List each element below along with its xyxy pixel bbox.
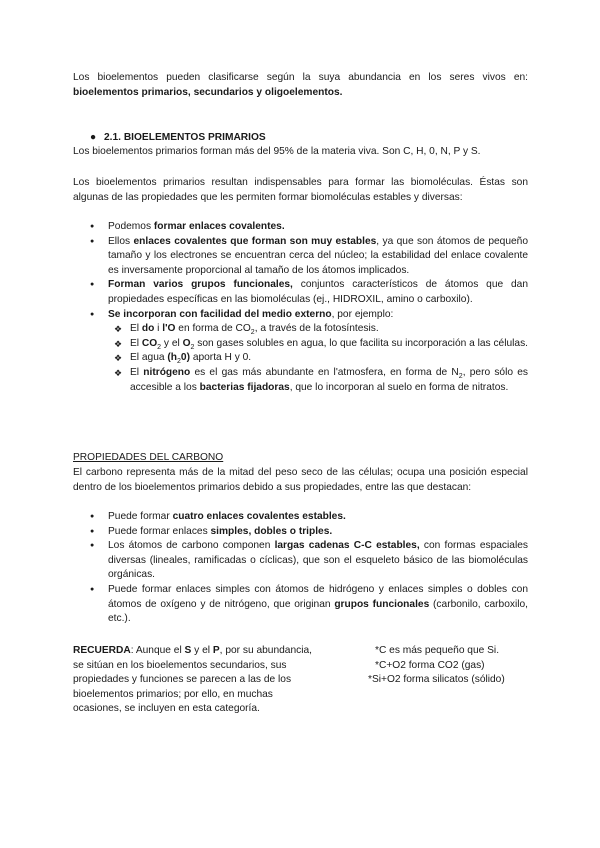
list-item: ● Ellos enlaces covalentes que forman son muy estables, ya que son átomos de pequeño tamaño y los electrones se encuentran cerca del núcleo; la estabilidad del enlace covalente es inversamente proporcional al tamaño de los átomos implicados. <box>73 235 528 279</box>
intro-bold: bioelementos primarios, secundarios y oligoelementos. <box>73 86 343 98</box>
list-item: ❖ El agua $(h_20)$ aporta H y 0. <box>108 351 528 366</box>
list-item: ● Podemos formar enlaces covalentes. <box>73 220 528 235</box>
note-line: *C+O2 forma CO2 (gas) <box>375 659 485 671</box>
list-item: ● Los átomos de carbono componen largas cadenas C-C estables, con formas espaciales diversas (lineales, ramificadas o cíclicas), que son el esqueleto básico de las biomoléculas orgánicas. <box>73 539 528 583</box>
carbono-properties-list <box>73 510 528 627</box>
list-item: ● Puede formar enlaces simples, dobles o triples. <box>73 525 528 540</box>
incorporation-examples-list <box>108 322 528 395</box>
primarios-paragraph-1: Los bioelementos primarios forman más del 95% de la materia viva. Son C, H, 0, N, P y S. <box>73 146 481 157</box>
carbono-paragraph: El carbono representa más de la mitad del peso seco de las células; ocupa una posición especial dentro de los bioelementos primarios debido a sus propiedades, entre las que destacan: <box>73 467 528 493</box>
note-line: *Si+O2 forma silicatos (sólido) <box>368 674 505 686</box>
list-item: ● Se incorporan con facilidad del medio externo, por ejemplo: ❖ El do i l'O en forma de $CO_2$, a través de la fotosíntesis. ❖ El $CO_2$ y el $O_2$ son gases solubles en agua, lo que facilita su incorporación a las células. ❖ El agua $(h_20)$ aporta H y 0. ❖ El nitrógeno es el gas más abundante en l'atmosfera, en forma de $N_2$, pero sólo es accesible a los bacterias fijadoras, que lo incorporan al suelo en forma de nitratos. <box>73 308 528 396</box>
list-item: ❖ El $CO_2$ y el $O_2$ son gases solubles en agua, lo que facilita su incorporación a las células. <box>108 337 528 352</box>
section-heading-primarios: ● 2.1. BIOELEMENTOS PRIMARIOS <box>90 131 266 146</box>
primarios-properties-list <box>73 220 528 395</box>
list-item: ● Puede formar cuatro enlaces covalentes estables. <box>73 510 528 525</box>
side-notes <box>368 644 505 688</box>
primarios-paragraph-2: Los bioelementos primarios resultan indispensables para formar las biomoléculas. Éstas son algunas de las propiedades que les permiten formar biomoléculas estables y diversas: <box>73 177 528 203</box>
list-item: ❖ El nitrógeno es el gas más abundante en l'atmosfera, en forma de $N_2$, pero sólo es accesible a los bacterias fijadoras, que lo incorporan al suelo en forma de nitratos. <box>108 366 528 395</box>
note-line: *C es más pequeño que Si. <box>375 645 500 656</box>
list-item: ● Puede formar enlaces simples con átomos de hidrógeno y enlaces simples o dobles con átomos de oxígeno y de nitrógeno, que originan grupos funcionales (carbonilo, carboxilo, etc.). <box>73 583 528 627</box>
recuerda-note: RECUERDA: Aunque el S y el P, por su abundancia, se sitúan en los bioelementos secundarios, sus propiedades y funciones se parecen a las de los bioelementos primarios; por ello, en muchas ocasiones, se incluyen en esta categoría. <box>73 645 312 715</box>
bullet-icon: ● <box>90 132 97 143</box>
list-item: ● Forman varios grupos funcionales, conjuntos característicos de átomos que dan propiedades específicas en las biomoléculas (ej., HIDROXIL, amino o carboxilo). <box>73 278 528 307</box>
section-heading-carbono: PROPIEDADES DEL CARBONO <box>73 452 224 463</box>
intro-paragraph: Los bioelementos pueden clasificarse según la suya abundancia en los seres vivos en: bioelementos primarios, secundarios y oligoelementos. <box>73 72 528 98</box>
list-item: ❖ El do i l'O en forma de $CO_2$, a través de la fotosíntesis. <box>108 322 528 337</box>
